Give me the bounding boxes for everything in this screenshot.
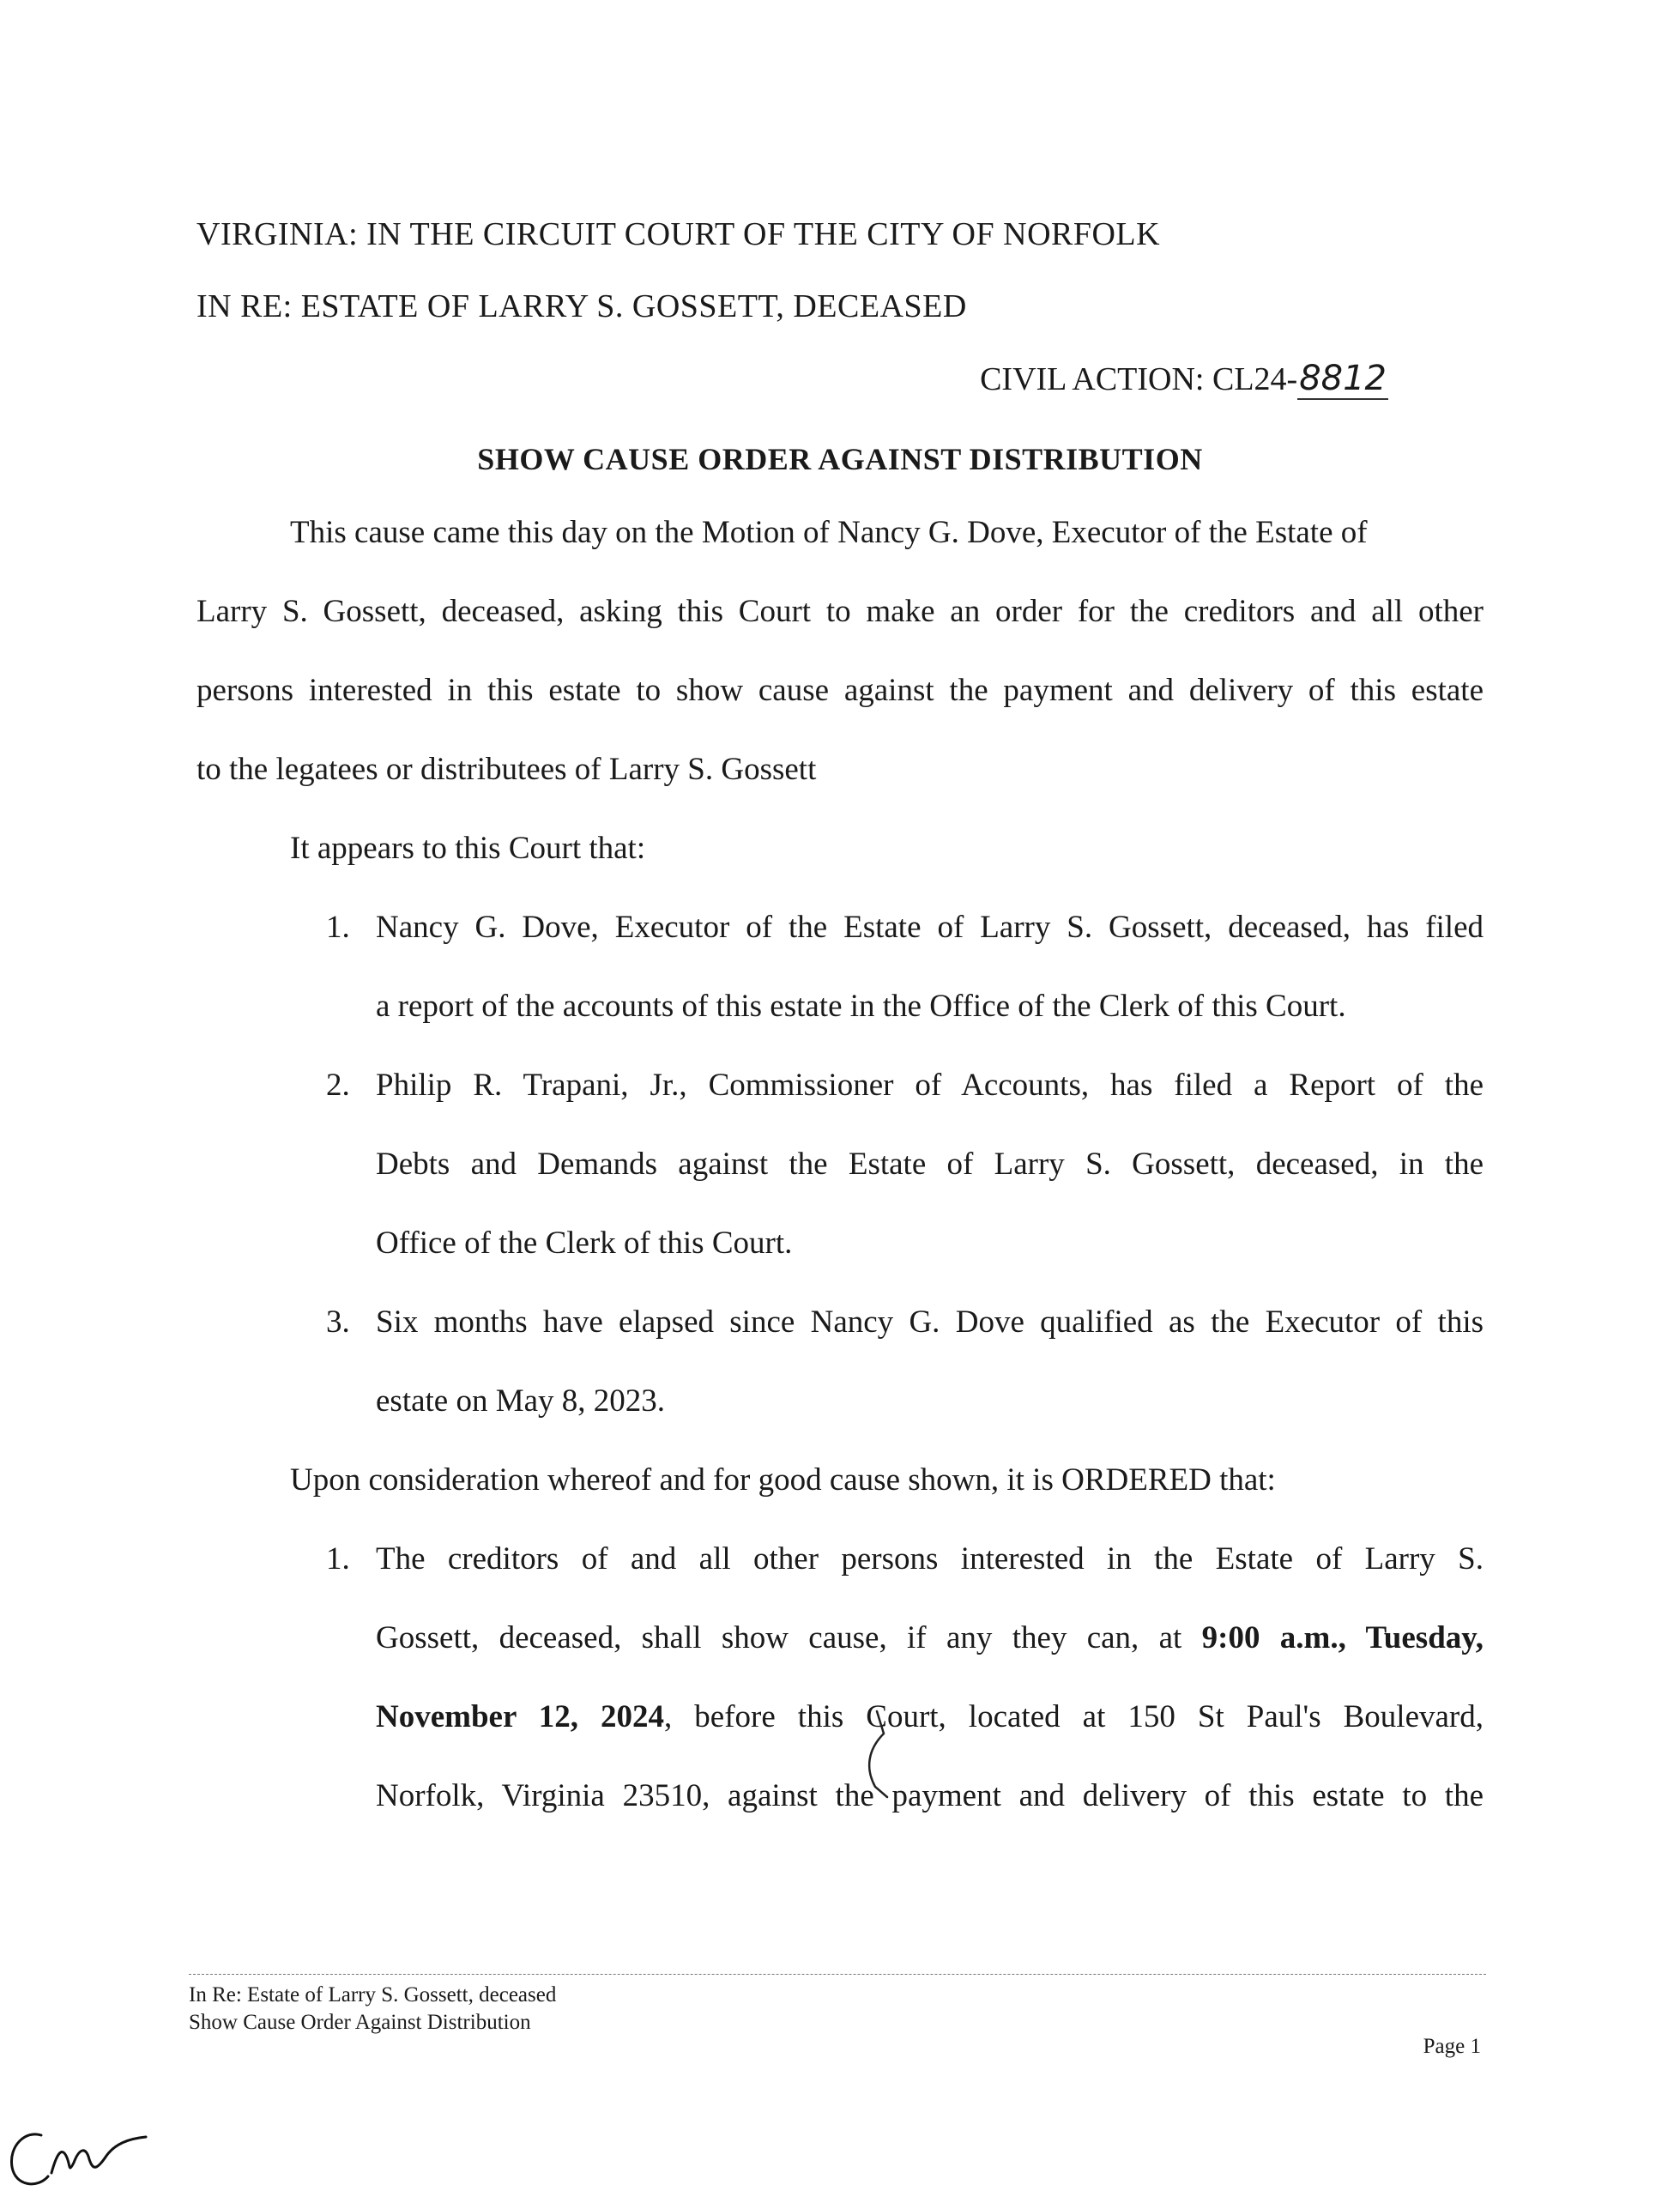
order-1-number: 1. (326, 1541, 350, 1577)
hearing-time: 9:00 a.m., Tuesday, (1201, 1620, 1484, 1655)
intro-line-1: This cause came this day on the Motion of Nancy G. Dove, Executor of the Estate of (290, 515, 1368, 550)
order-1-line-1: The creditors of and all other persons interested in the Estate of Larry S. (376, 1541, 1484, 1577)
finding-3-line-1: Six months have elapsed since Nancy G. Dove qualified as the Executor of this (376, 1304, 1484, 1340)
finding-3-line-2: estate on May 8, 2023. (376, 1383, 666, 1419)
finding-3-number: 3. (326, 1304, 350, 1340)
finding-2-number: 2. (326, 1068, 350, 1103)
appears-line: It appears to this Court that: (290, 831, 646, 866)
footer-rule (189, 1974, 1486, 1975)
finding-2-line-1: Philip R. Trapani, Jr., Commissioner of Accounts, has filed a Report of the (376, 1068, 1484, 1103)
intro-line-3: persons interested in this estate to show cause against the payment and delivery of this estate (196, 673, 1484, 708)
intro-line-4: to the legatees or distributees of Larry S. Gossett (196, 752, 817, 787)
order-1-line-2 (376, 1619, 1484, 1658)
footer-case-line: In Re: Estate of Larry S. Gossett, deceased (189, 1983, 557, 2006)
civil-action-number: 8812 (1299, 359, 1387, 398)
intro-line-2: Larry S. Gossett, deceased, asking this Court to make an order for the creditors and all other (196, 594, 1484, 629)
finding-1-number: 1. (326, 910, 350, 945)
ordered-line: Upon consideration whereof and for good cause shown, it is ORDERED that: (290, 1462, 1276, 1498)
in-re-caption: IN RE: ESTATE OF LARRY S. GOSSETT, DECEASED (196, 288, 967, 324)
hearing-date: November 12, 2024 (376, 1699, 665, 1734)
page-number: Page 1 (1423, 2035, 1481, 2058)
finding-1-line-1: Nancy G. Dove, Executor of the Estate of Larry S. Gossett, deceased, has filed (376, 910, 1484, 945)
civil-action-label: CIVIL ACTION: CL24- (980, 361, 1298, 397)
order-1-line-3-text: , before this Court, located at 150 St Paul's Boulevard, (664, 1699, 1484, 1734)
court-caption: VIRGINIA: IN THE CIRCUIT COURT OF THE CITY OF NORFOLK (196, 216, 1161, 252)
finding-1-line-2: a report of the accounts of this estate in the Office of the Clerk of this Court. (376, 989, 1346, 1024)
footer-title-line: Show Cause Order Against Distribution (189, 2011, 531, 2034)
handwritten-correction-mark (858, 1708, 909, 1802)
civil-action-line (980, 359, 1388, 399)
order-1-line-4: Norfolk, Virginia 23510, against the payment and delivery of this estate to the (376, 1778, 1484, 1813)
handwritten-initials (0, 2120, 172, 2197)
order-1-line-2-text: Gossett, deceased, shall show cause, if any they can, at (376, 1620, 1202, 1655)
order-title: SHOW CAUSE ORDER AGAINST DISTRIBUTION (477, 442, 1203, 476)
finding-2-line-2: Debts and Demands against the Estate of Larry S. Gossett, deceased, in the (376, 1147, 1484, 1182)
finding-2-line-3: Office of the Clerk of this Court. (376, 1226, 793, 1261)
order-1-line-3 (376, 1698, 1484, 1737)
